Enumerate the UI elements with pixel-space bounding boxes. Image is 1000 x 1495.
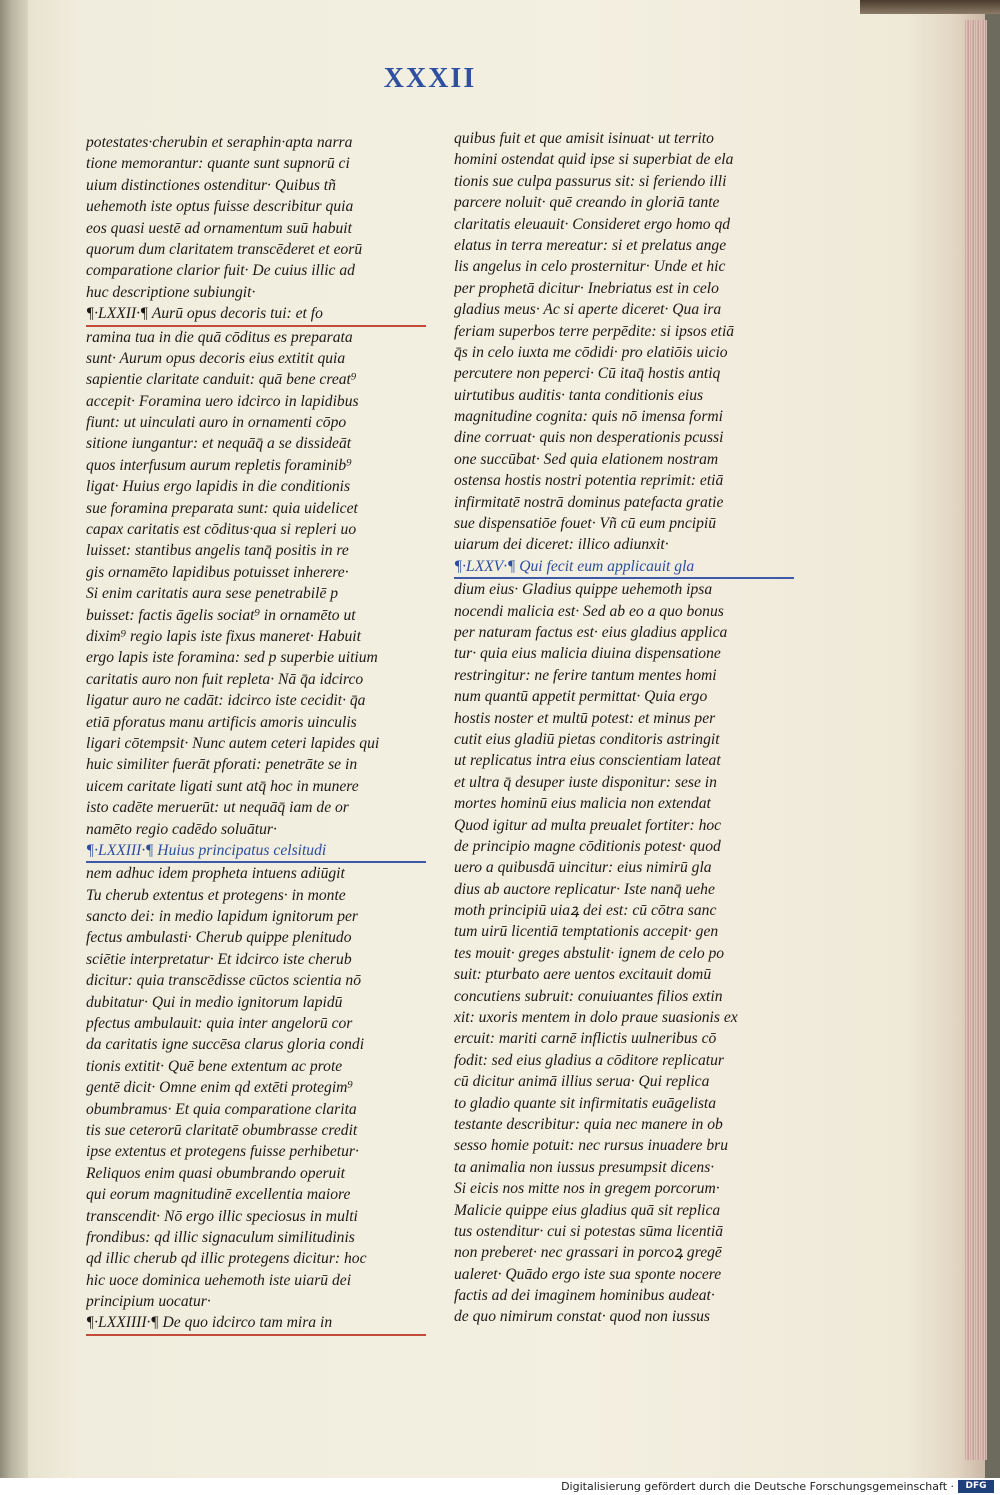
text-line: restringitur: ne ferire tantum mentes homi <box>454 666 717 684</box>
text-line: uehemoth iste optus fuisse describitur quia <box>86 198 354 216</box>
text-line: comparatione clarior fuit· De cuius illic ad <box>86 262 355 280</box>
text-line: Quod igitur ad multa preualet fortiter: hoc <box>454 816 722 834</box>
text-line: quibus fuit et que amisit isinuat· ut territo <box>454 130 714 147</box>
page-edge-stack <box>965 20 987 1460</box>
funding-credit: Digitalisierung gefördert durch die Deutsche Forschungsgemeinschaft · <box>561 1480 954 1493</box>
binding-gutter <box>0 0 28 1478</box>
text-line: to gladio quante sit infirmitatis euāgelista <box>454 1094 717 1112</box>
text-line: claritatis eleuauit· Consideret ergo homo qd <box>454 215 731 233</box>
text-line: hostis noster et multū potest: et minus per <box>454 709 716 727</box>
text-line: factis ad dei imaginem hominibus audeat· <box>454 1287 715 1305</box>
text-line: ta animalia non iussus presumpsit dicens· <box>454 1158 715 1176</box>
text-line: sitione iungantur: et nequāq̄ a se dissideāt <box>86 435 352 453</box>
text-line: nem adhuc idem propheta intuens adiūgit <box>86 865 345 883</box>
text-line: ipse extentus et protegens fuisse perhibetur· <box>86 1143 359 1161</box>
text-line: ualeret· Quādo ergo iste sua sponte nocere <box>454 1265 722 1283</box>
text-line: sue dispensatiōe fouet· Vñ cū eum pncipiū <box>454 515 717 533</box>
text-line: de principio magne cōditionis potest· quod <box>454 837 721 855</box>
text-line: Si enim caritatis aura sese penetrabilē p <box>86 585 339 603</box>
right-text-column <box>454 128 794 1328</box>
text-line: ¶·LXXIIII·¶ De quo idcirco tam mira in <box>86 1312 426 1335</box>
text-line: infirmitatē nostrā dominus patefacta gratie <box>454 493 724 511</box>
text-line: dubitatur· Qui in medio ignitorum lapidū <box>86 993 343 1011</box>
text-line: sapientie claritate canduit: quā bene creat⁹ <box>86 371 357 389</box>
text-line: percutere non peperci· Cū itaq̄ hostis antiq <box>454 365 721 383</box>
text-line: hic uoce dominica uehemoth iste uiarū dei <box>86 1271 352 1289</box>
text-line: isto cadēte meruerūt: ut nequāq̄ iam de or <box>86 799 349 817</box>
text-line: ligat· Huius ergo lapidis in die conditionis <box>86 478 351 496</box>
text-line: gis ornamēto lapidibus potuisset inherere· <box>86 563 349 581</box>
text-line: de quo nimirum constat· quod non iussus <box>454 1308 711 1326</box>
text-line: tis sue ceterorū claritatē obumbrasse credit <box>86 1121 358 1139</box>
text-line: principium uocatur· <box>86 1293 211 1311</box>
text-line: testante describitur: quia nec manere in ob <box>454 1115 723 1133</box>
text-line: sancto dei: in medio lapidum ignitorum per <box>86 908 358 926</box>
text-line: dium eius· Gladius quippe uehemoth ipsa <box>454 581 713 599</box>
text-line: ostensa hostis nostri potentia reprimit: etiā <box>454 472 724 490</box>
text-line: ergo lapis iste foramina: sed p superbie uitium <box>86 649 378 667</box>
text-line: sciētie interpretatur· Et idcirco iste cherub <box>86 950 352 968</box>
text-line: tur· quia eius malicia diuina dispensatione <box>454 645 721 663</box>
text-line: num quantū appetit permittat· Quia ergo <box>454 688 708 706</box>
text-line: sue foramina preparata sunt: quia uidelicet <box>86 499 358 517</box>
text-line: per prophetā dicitur· Inebriatus est in celo <box>454 279 719 297</box>
text-line: ut replicatus intra eius conscientiam lateat <box>454 752 721 770</box>
text-line: uirtutibus auditis· tanta conditionis eius <box>454 386 704 404</box>
text-line: uiarum dei diceret: illico adiunxit· <box>454 536 669 554</box>
text-line: fiunt: ut uinculati auro in ornamenti cōpo <box>86 414 347 432</box>
text-line: lis angelus in celo prosternitur· Unde et hic <box>454 258 726 276</box>
text-line: namēto regio cadēdo soluātur· <box>86 820 277 838</box>
text-line: potestates·cherubin et seraphin·apta narra <box>86 134 353 151</box>
text-line: buisset: factis āgelis sociat⁹ in ornamēto ut <box>86 606 356 624</box>
text-line: ercuit: mariti carnē inflictis uulneribus cō <box>454 1030 717 1048</box>
text-line: fectus ambulasti· Cherub quippe plenitudo <box>86 929 352 947</box>
text-line: Reliquos enim quasi obumbrando operuit <box>86 1164 346 1182</box>
text-line: frondibus: qd illic signaculum similitudinis <box>86 1228 355 1246</box>
text-line: ligatur auro ne cadāt: idcirco iste cecidit· q̄a <box>86 692 366 710</box>
text-line: Si eicis nos mitte nos in gregem porcorum· <box>454 1180 720 1198</box>
text-line: elatus in terra mereatur: si et prelatus ange <box>454 236 727 254</box>
text-line: xit: uxoris mentem in dolo praue suasionis ex <box>454 1009 738 1027</box>
text-line: tum uirū licentiā temptationis accepit· gen <box>454 923 719 941</box>
text-line: ¶·LXXII·¶ Aurū opus decoris tui: et fo <box>86 303 426 326</box>
text-line: qd illic cherub qd illic protegens dicitur: hoc <box>86 1250 367 1268</box>
text-line: ¶·LXXV·¶ Qui fecit eum applicauit gla <box>454 556 794 579</box>
text-line: ¶·LXXIII·¶ Huius principatus celsitudi <box>86 840 426 863</box>
folio-number: XXXII <box>383 63 477 94</box>
text-line: concutiens subruit: conuiuantes filios extin <box>454 987 723 1005</box>
left-text-column <box>86 132 426 1336</box>
text-line: quos interfusum aurum repletis foraminib⁹ <box>86 456 352 474</box>
text-line: non preberet· nec grassari in porcoꝝ gregē <box>454 1244 722 1262</box>
page-top-strip <box>860 0 1000 14</box>
text-line: homini ostendat quid ipse si superbiat de ela <box>454 151 734 169</box>
text-line: one succūbat· Sed quia elationem nostram <box>454 450 719 468</box>
text-line: quorum dum claritatem transcēderet et eorū <box>86 240 363 258</box>
text-line: moth principiū uiaꝝ dei est: cū cōtra sanc <box>454 902 717 920</box>
text-line: dixim⁹ regio lapis iste fixus maneret· Habuit <box>86 627 361 645</box>
text-line: uero a quibusdā uincitur: eius nimirū gla <box>454 859 712 877</box>
text-line: capax caritatis est cōditus·qua si repleri uo <box>86 521 357 539</box>
text-line: gentē dicit· Omne enim qd extēti protegim⁹ <box>86 1079 353 1097</box>
text-line: eos quasi uestē ad ornamentum suū habuit <box>86 219 352 237</box>
text-line: da caritatis igne succēsa clarus gloria condi <box>86 1036 365 1054</box>
text-line: tus ostenditur· cui si potestas sūma licentiā <box>454 1222 723 1240</box>
text-line: dine corruat· quis non desperationis pcussi <box>454 429 724 447</box>
text-line: magnitudine cognita: quis nō imensa formi <box>454 408 723 426</box>
text-line: suit: pturbato aere uentos excitauit domū <box>454 966 712 984</box>
text-line: qui eorum magnitudinē excellentia maiore <box>86 1186 351 1204</box>
text-line: huc descriptione subiungit· <box>86 283 256 301</box>
text-line: fodit: sed eius gladius a cōditore replicatur <box>454 1051 724 1069</box>
text-line: et ultra q̄ desuper iuste disponitur: sese in <box>454 773 717 791</box>
text-line: obumbramus· Et quia comparatione clarita <box>86 1100 357 1118</box>
text-line: per naturam factus est· eius gladius applica <box>454 623 728 641</box>
text-line: cū dicitur animā illius serua· Qui replica <box>454 1073 710 1091</box>
dfg-logo: DFG <box>958 1480 994 1493</box>
text-line: gladius meus· Ac si aperte diceret· Qua ira <box>454 301 722 319</box>
text-line: mortes hominū eius malicia non extendat <box>454 795 711 813</box>
text-line: uicem caritate ligati sunt atq̄ hoc in munere <box>86 777 359 795</box>
text-line: tionis extitit· Quē bene extentum ac prote <box>86 1057 343 1075</box>
text-line: cutit eius gladiū pietas conditoris astringit <box>454 730 720 748</box>
text-line: accepit· Foramina uero idcirco in lapidibus <box>86 392 359 410</box>
text-line: feriam superbos terre perpēdite: si ipsos etiā <box>454 322 735 340</box>
text-line: tes mouit· greges abstulit· ignem de celo po <box>454 944 725 962</box>
text-line: tionis sue culpa passurus sit: si feriendo illi <box>454 172 727 190</box>
text-line: q̄s in celo iuxta me cōdidi· pro elatiōis uicio <box>454 343 728 361</box>
text-line: sesso homie potuit: nec rursus inuadere bru <box>454 1137 729 1155</box>
text-line: nocendi malicia est· Sed ab eo a quo bonus <box>454 602 724 620</box>
text-line: pfectus ambulauit: quia inter angelorū cor <box>86 1015 353 1033</box>
text-line: ramina tua in die quā cōditus es preparata <box>86 328 353 346</box>
text-line: tione memorantur: quante sunt supnorū ci <box>86 155 350 173</box>
text-line: Tu cherub extentus et protegens· in monte <box>86 886 346 904</box>
text-line: sunt· Aurum opus decoris eius extitit quia <box>86 349 346 367</box>
text-line: etiā pforatus manu artificis amoris uinculis <box>86 713 357 731</box>
text-line: luisset: stantibus angelis tanq̄ positis in re <box>86 542 349 560</box>
text-line: uium distinctiones ostenditur· Quibus tñ <box>86 176 336 194</box>
footer-bar <box>0 1478 1000 1495</box>
text-line: Malicie quippe eius gladius quā sit replica <box>454 1201 721 1219</box>
text-line: parcere noluit· quē creando in gloriā tante <box>454 194 720 212</box>
text-line: caritatis auro non fuit repleta· Nā q̄a idcirco <box>86 670 364 688</box>
text-line: huic similiter fuerāt pforati: penetrāte se in <box>86 756 358 774</box>
text-line: ligari cōtempsit· Nunc autem ceteri lapides qui <box>86 734 380 752</box>
text-line: dius ab auctore replicatur· Iste nanq̄ uehe <box>454 880 715 898</box>
text-line: transcendit· Nō ergo illic speciosus in multi <box>86 1207 358 1225</box>
text-line: dicitur: quia transcēdisse cūctos scientia nō <box>86 972 362 990</box>
